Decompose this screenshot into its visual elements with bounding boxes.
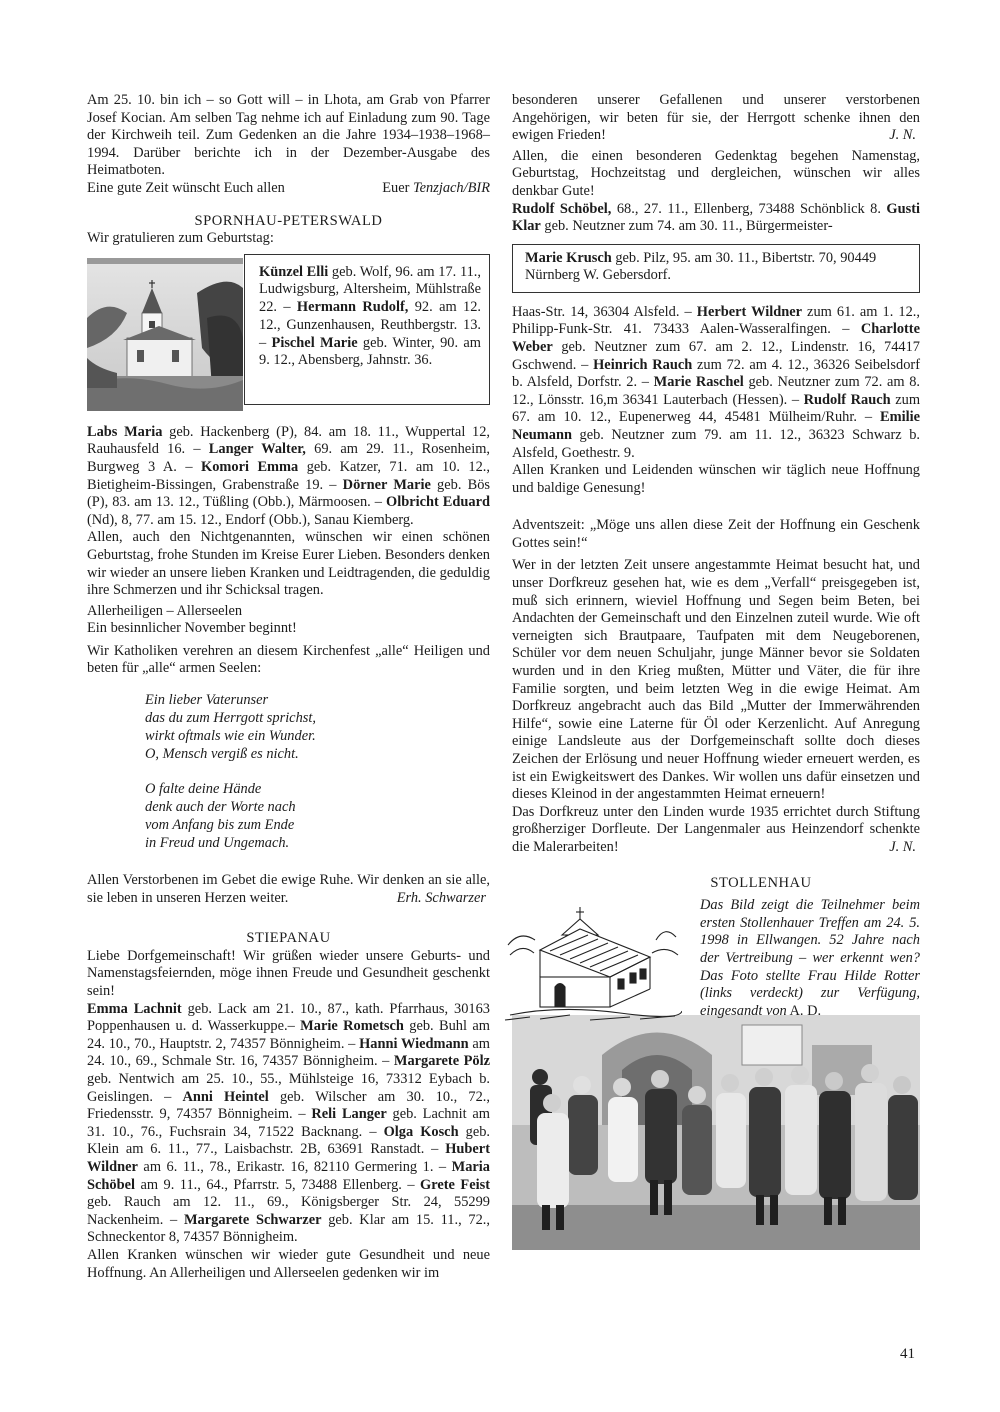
entry-detail: geb. Winter, 90. am 9. 12., Abensberg, Jahnstr. 36. (259, 334, 481, 369)
entry-detail: zum 72. am 4. 12., 36326 Seibelsdorf b. Alsfeld, Dorfstr. 2. – (512, 356, 920, 391)
stiep-heading: STIEPANAU (246, 930, 331, 947)
cont-signature: J. N. (889, 127, 916, 144)
entry-name: Dörner Marie (342, 476, 431, 493)
entry-detail: geb. Rauch am 12. 11., 69., Königsberger Str. 24, 55299 Nackenheim. – (87, 1194, 490, 1228)
right-list-bottom (512, 304, 920, 462)
entry-detail: geb. Nentwich am 25. 10., 55., Mühlsteige 16, 73312 Eybach b. Geislingen. – (87, 1071, 490, 1105)
entry-detail: am 9. 11., 64., Pfarrstr. 5, 73488 Ellenberg. – (134, 1176, 421, 1193)
entry-detail: geb. Buhl am 24. 10., 70., Hauptstr. 2, 74357 Bönnigheim. – (87, 1018, 490, 1052)
entry-name: Marie Rometsch (300, 1018, 404, 1035)
sporn-box-text (259, 264, 481, 369)
greeting-signature-name: Tenzjach/BIR (412, 179, 490, 196)
entry-detail: geb. Lachnit am 31. 10., 76., Fuchsrain 34, 71522 Backnang. – (87, 1106, 490, 1140)
greeting-text: Eine gute Zeit wünscht Euch allen (87, 179, 285, 196)
entry-name: Hubert Wildner (87, 1141, 490, 1175)
entry-name: Labs Maria (87, 423, 163, 440)
stollen-caption-block (512, 897, 920, 1025)
verstorbene-signature: Erh. Schwarzer (396, 889, 486, 906)
entry-name: Marie Krusch (525, 249, 612, 266)
greeting-line (87, 180, 490, 198)
church-photo (87, 258, 243, 411)
entry-name: Hanni Wiedmann (359, 1035, 469, 1052)
dorfkreuz2-text: Das Dorfkreuz unter den Linden wurde 1935 errichtet durch Stiftung großherziger Dorfleute. Der Langenmaler aus Heinzendorf schenkte die Malerarbeiten! (512, 803, 920, 855)
right-list-top (512, 201, 920, 236)
entry-detail: zum 61. am 1. 12., Philipp-Funk-Str. 41. 73433 Aalen-Wasseralfingen. – (512, 303, 920, 338)
page-number: 41 (900, 1346, 915, 1362)
poem-line: vom Anfang bis zum Ende (145, 817, 295, 834)
entry-name: Emilie Neumann (512, 409, 920, 443)
poem-line: denk auch der Worte nach (145, 799, 296, 816)
poem-line: O falte deine Hände (145, 781, 262, 798)
entry-name: Margarete Pölz (393, 1053, 490, 1070)
greeting-signature-prefix: Euer (382, 179, 413, 196)
entry-name: Herbert Wildner (696, 303, 802, 320)
dorfkreuz2-signature: J. N. (889, 838, 916, 855)
stollen-caption (700, 897, 920, 1020)
cont-paragraph (512, 92, 920, 145)
entry-name: Pischel Marie (271, 334, 358, 351)
sporn-subheading: Wir gratulieren zum Geburtstag: (87, 230, 274, 247)
entry-name: Marie Raschel (653, 374, 744, 391)
katholiken-paragraph: Wir Katholiken verehren an diesem Kirchenfest „alle“ Heiligen und beten für „alle“ armen Seelen: (87, 642, 490, 677)
sporn-wish: Allen, auch den Nichtgenannten, wünschen wir einen schönen Geburtstag, frohe Stunden im Kreise Eurer Lieben. Besonders denken wir wieder an unsere lieben Kranken und Leidtragenden, die geduldig ihre Schmerzen und ihr Schicksal tragen. (87, 529, 490, 599)
poem-line: O, Mensch vergiß es nicht. (145, 746, 299, 763)
entry-name: Charlotte Weber (512, 321, 920, 355)
poem-stanza-2 (145, 780, 490, 852)
entry-detail: geb. Bös (P), 83. am 13. 12., Tüßling (Obb.), Märmoosen. – (87, 476, 490, 511)
entry-detail: geb. Neutzner zum 67. am 2. 12., Lindenstr. 16, 74417 Gschwend. – (512, 338, 920, 373)
entry-detail: geb. Hackenberg (P), 84. am 18. 11., Wuppertal 12, Rauhausfeld 16. – (87, 423, 490, 458)
entry-detail: geb. Klar am 15. 11., 72., Schneckentor 8, 74357 Bönnigheim. (87, 1211, 490, 1246)
entry-detail: am 24. 10., 69., Schmale Str. 16, 74357 Bönnigheim. – (87, 1035, 490, 1070)
poem-line: in Freud und Ungemach. (145, 835, 290, 852)
stiep-wish: Allen Kranken wünschen wir wieder gute Gesundheit und neue Hoffnung. An Allerheiligen und Allerseelen gedenken wir im (87, 1246, 490, 1281)
sporn-box (244, 254, 490, 405)
entry-detail: (Nd), 8, 77. am 15. 12., Endorf (Obb.), Sanau Kiemberg. (87, 511, 414, 528)
group-photo (512, 1015, 920, 1250)
entry-name: Gusti Klar (512, 200, 920, 235)
sporn-list (87, 424, 490, 530)
entry-name: Olga Kosch (383, 1123, 459, 1140)
greeting-signature (382, 180, 490, 198)
poem-stanza-1 (145, 691, 490, 763)
entry-detail: Haas-Str. 14, 36304 Alsfeld. – (512, 303, 697, 320)
entry-name: Rudolf Schöbel, (512, 200, 612, 217)
gedenktag-paragraph: Allen, die einen besonderen Gedenktag begehen Namenstag, Geburtstag, Hochzeitstag und dergleichen, wünschen wir alles denkbar Gute! (512, 147, 920, 199)
entry-name: Rudolf Rauch (803, 391, 891, 408)
krusch-box-text (525, 250, 876, 284)
right-column (512, 92, 920, 1250)
entry-detail: geb. Katzer, 71. am 10. 12., Bietigheim-Bissingen, Grabenstraße 19. – (87, 458, 490, 493)
stiep-list (87, 1001, 490, 1247)
entry-detail: geb. Klein am 6. 11., 77., Laisbachstr. 2B, 63691 Ranstadt. – (87, 1123, 490, 1158)
stollen-caption-credit: A. D. (786, 1002, 822, 1019)
entry-name: Grete Feist (420, 1176, 490, 1193)
kranken-paragraph: Allen Kranken und Leidenden wünschen wir täglich neue Hoffnung und baldige Genesung! (512, 462, 920, 496)
poem-line: wirkt oftmals wie ein Wunder. (145, 728, 316, 745)
chapel-sketch (500, 905, 682, 1025)
stollen-heading: STOLLENHAU (710, 874, 812, 891)
entry-detail: 68., 27. 11., Ellenberg, 73488 Schönblick 8. (611, 200, 887, 217)
entry-detail: geb. Neutzner zum 79. am 11. 12., 36323 Schwarz b. Alsfeld, Goethestr. 9. (512, 426, 920, 461)
entry-detail: geb. Pilz, 95. am 30. 11., Bibertstr. 70, 90449 Nürnberg W. Gebersdorf. (525, 249, 877, 284)
advent-paragraph: Adventszeit: „Möge uns allen diese Zeit der Hoffnung ein Geschenk Gottes sein!“ (512, 517, 920, 551)
entry-name: Anni Heintel (182, 1088, 269, 1105)
entry-name: Heinrich Rauch (593, 356, 693, 373)
entry-detail: geb. Wilscher am 30. 10., 72., Friedensstr. 9, 74357 Bönnigheim. – (87, 1088, 490, 1123)
entry-name: Hermann Rudolf, (296, 299, 409, 316)
verstorbene-text: Allen Verstorbenen im Gebet die ewige Ruhe. Wir denken an sie alle, sie leben in unseren Herzen weiter. (87, 872, 490, 906)
entry-detail: 92. am 12. 12., Gunzenhausen, Reuthbergstr. 13. – (259, 299, 481, 351)
allerheiligen-line-1: Allerheiligen – Allerseelen (87, 602, 243, 619)
entry-name: Künzel Elli (259, 263, 329, 280)
entry-detail: geb. Neutzner zum 74. am 30. 11., Bürgermeister- (540, 218, 833, 235)
entry-detail: am 6. 11., 78., Erikastr. 16, 82110 Germering 1. – (137, 1158, 452, 1175)
poem-line: Ein lieber Vaterunser (145, 692, 269, 709)
entry-name: Komori Emma (201, 458, 299, 475)
left-column (87, 92, 490, 1282)
allerheiligen-line-2: Ein besinnlicher November beginnt! (87, 620, 297, 637)
stiep-intro: Liebe Dorfgemeinschaft! Wir grüßen wieder unsere Geburts- und Namenstagsfeiernden, möge ihnen Freude und Gesundheit geschenkt sein! (87, 947, 490, 1000)
entry-detail: geb. Neutzner zum 72. am 8. 12., Lönsstr. 16,m 36341 Lauterbach (Hessen). – (512, 374, 920, 408)
poem-line: das du zum Herrgott sprichst, (145, 710, 316, 727)
entry-detail: 69. am 29. 11., Rosenheim, Burgweg 3 A. – (87, 441, 490, 475)
stollen-caption-text: Das Bild zeigt die Teilnehmer beim ersten Stollenhauer Treffen am 24. 5. 1998 in Ellwangen. 52 Jahre nach der Vertreibung – wer erkennt wen? Das Foto stellte Frau Hilde Rotter (links verdeckt) zur Verfügung, eingesandt von (700, 897, 920, 1019)
cont-text: besonderen unserer Gefallenen und unserer verstorbenen Angehörigen, wir beten für sie, der Herrgott schenke ihnen den ewigen Frieden! (512, 92, 920, 144)
entry-name: Reli Langer (311, 1106, 387, 1123)
sporn-heading: SPORNHAU-PETERSWALD (194, 212, 383, 229)
krusch-box (512, 244, 920, 293)
entry-detail: geb. Lack am 21. 10., 87., kath. Pfarrhaus, 30163 Poppenhausen u. d. Wasserkuppe.– (87, 1000, 490, 1035)
intro-paragraph: Am 25. 10. bin ich – so Gott will – in Lhota, am Grab von Pfarrer Josef Kocian. Am selben Tag nehme ich auf Einladung zum 90. Tage der Kirchweih teil. Zum Gedenken an die Jahre 1934–1938–1968–1994. Darüber berichte ich in der Dezember-Ausgabe des Heimatboten. (87, 92, 490, 179)
entry-name: Emma Lachnit (87, 1000, 182, 1017)
sporn-photo-block (87, 254, 490, 424)
verstorbene-paragraph (87, 872, 490, 907)
dorfkreuz2-paragraph (512, 804, 920, 857)
dorfkreuz-paragraph: Wer in der letzten Zeit unsere angestammte Heimat besucht hat, und unser Dorfkreuz gesehen hat, wie es dem „Verfall“ preisgegeben ist, muß sich erinnern, wieviel Hoffnung und Segen beim Beten, bei Andachten der Gemeinschaft und den Einzelnen zuteil wurde. Wie oft verneigten sich Brautpaare, Taufpaten mit dem Neugeborenen, Schüler vor dem neuen Schuljahr, junge Männer bevor sie Soldaten wurden und in den Krieg mußten, Mütter und Väter, die für ihre Familie sorgten, und beim letzten Weg in die ewige Heimat. Am Dorfkreuz angebracht auch das Bild „Mutter der Immerwährenden Hilfe“, sowie eine Laterne für Öl oder Kerzenlicht. Auf Anregung einige Landsleute aus der Dorfgemeinschaft sollte doch dieses Zeichen der Erlösung und neuer Hoffnung wieder erneuert werden, es ist ein Ewigkeitswert des Dankes. Wir wollen uns dafür einsetzen und dieses Kleinod in der angestammten Heimat erneuern! (512, 557, 920, 803)
entry-name: Langer Walter, (208, 441, 306, 458)
entry-detail: zum 67. am 10. 12., Eupenerweg 44, 45481 Mülheim/Ruhr. – (512, 391, 921, 426)
entry-name: Maria Schöbel (87, 1158, 490, 1193)
entry-detail: geb. Wolf, 96. am 17. 11., Ludwigsburg, Altersheim, Mühlstraße 22. – (259, 263, 482, 316)
entry-name: Olbricht Eduard (386, 494, 490, 511)
entry-name: Margarete Schwarzer (183, 1211, 322, 1228)
